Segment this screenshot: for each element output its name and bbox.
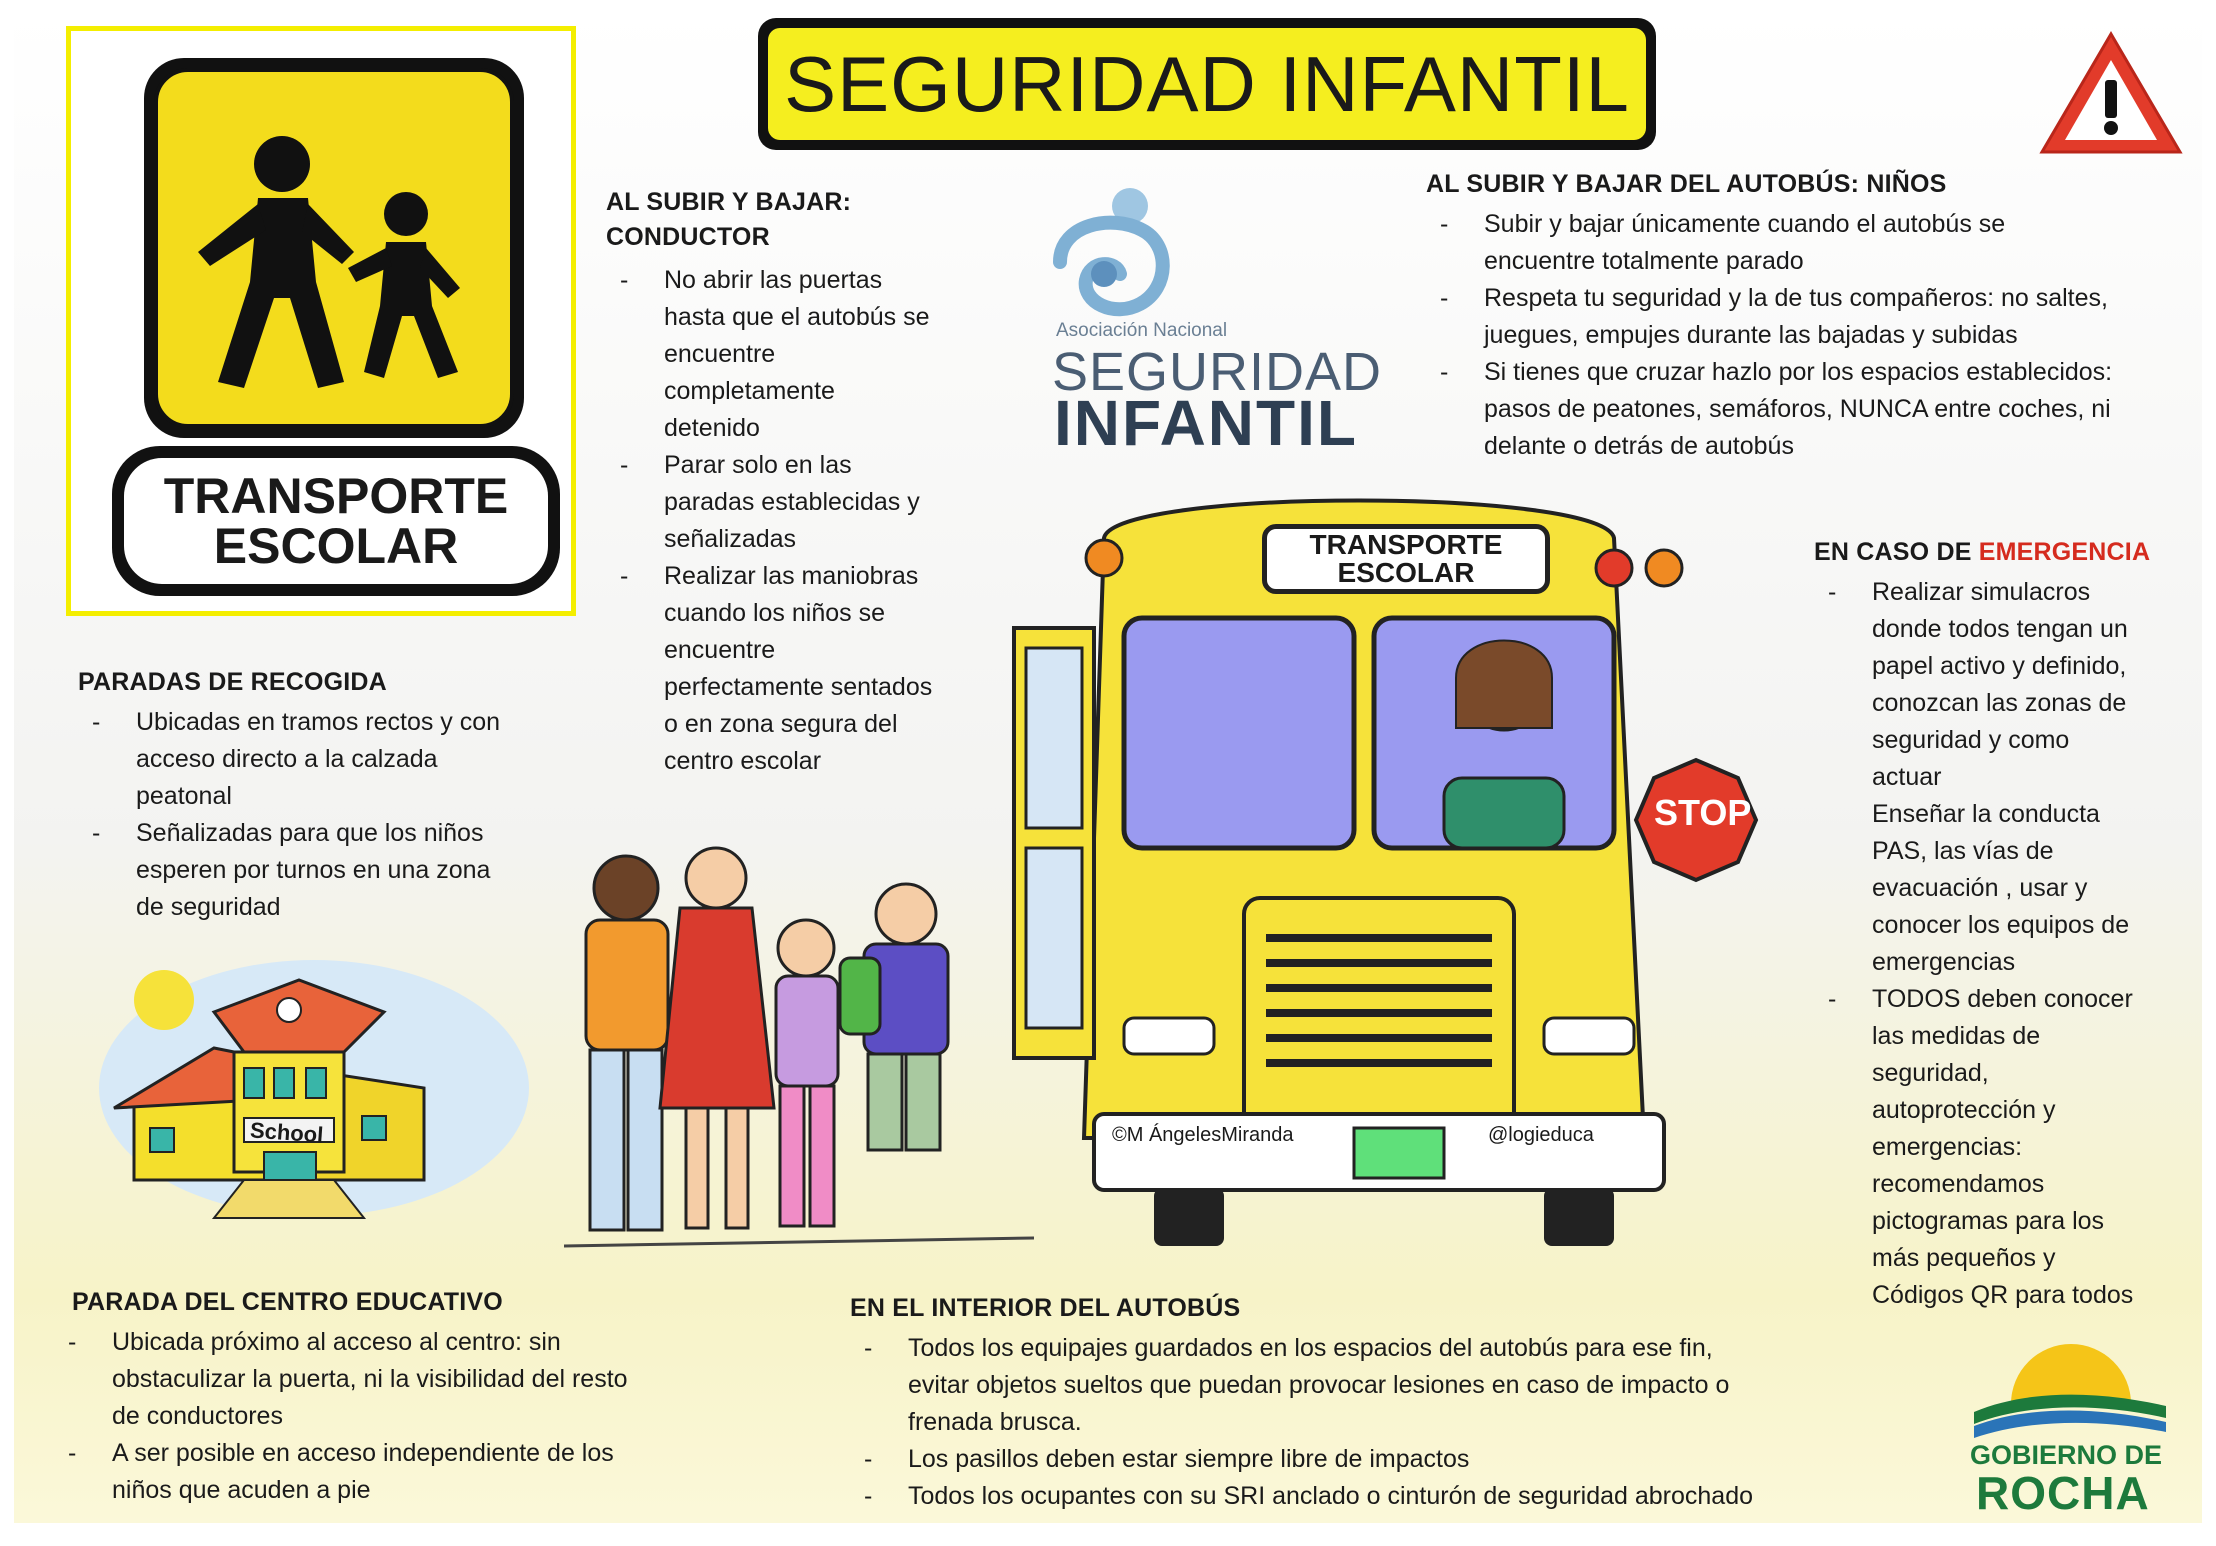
sign-line1: TRANSPORTE [163,468,509,524]
ninos-list [1426,206,2202,465]
list-item: - Parar solo en las paradas establecidas y señalizadas [606,447,1026,558]
centro-list [54,1324,754,1509]
bus-plate-left: ©M ÁngelesMiranda [1112,1124,1294,1146]
poster [14,8,2202,1523]
recogida-heading: PARADAS DE RECOGIDA [78,668,387,696]
list-item: - Realizar simulacros donde todos tengan un papel activo y definido, conozcan las zonas de seguridad y como actuar [1814,574,2202,796]
conductor-heading-line1: AL SUBIR Y BAJAR: [606,188,852,216]
list-item: - No abrir las puertas hasta que el autobús se encuentre completamente detenido [606,262,1026,447]
list-item: - Ubicadas en tramos rectos y con acceso directo a la calzada peatonal [78,704,618,815]
bus-sign [1262,524,1550,594]
list-item: - Si tienes que cruzar hazlo por los espacios establecidos: pasos de peatones, semáforos, NUNCA entre coches, ni delante o detrás de autobús [1426,354,2202,465]
recogida-list [78,704,618,926]
sign-line2: ESCOLAR [213,518,459,574]
list-item: - Subir y bajar únicamente cuando el autobús se encuentre totalmente parado [1426,206,2202,280]
interior-heading: EN EL INTERIOR DEL AUTOBÚS [850,1294,1241,1322]
rocha-logo-line2: ROCHA [1976,1467,2150,1519]
bus-sign-line2: ESCOLAR [1337,557,1475,588]
association-line1: SEGURIDAD [1052,342,1383,402]
list-item: Enseñar la conducta PAS, las vías de evacuación , usar y conocer los equipos de emergencias [1872,800,2130,976]
association-small-text: Asociación Nacional [1056,320,1228,341]
stop-sign-text: STOP [1654,792,1752,833]
list-item: - TODOS deben conocer las medidas de seguridad, autoprotección y emergencias: recomendamos pictogramas para los más pequeños y Códigos QR para todos [1814,981,2202,1314]
conductor-heading [606,188,851,252]
emergencia-heading [1814,538,2150,567]
transport-sign [154,68,514,428]
list-item: - Todos los ocupantes con su SRI anclado o cinturón de seguridad abrochado [850,1478,1950,1515]
centro-heading: PARADA DEL CENTRO EDUCATIVO [72,1288,503,1316]
bus-sign-line1: TRANSPORTE [1309,529,1503,560]
school-building-illustration [94,948,544,1228]
rocha-logo-line1: GOBIERNO DE [1970,1440,2163,1470]
list-item: - Señalizadas para que los niños esperen por turnos en una zona de seguridad [78,815,618,926]
children-illustration [564,808,1034,1258]
transport-sign-label [124,458,548,584]
conductor-list [606,262,1026,780]
warning-icon [2036,26,2186,158]
children-walking-icon [158,72,510,424]
bus-plate-right: @logieduca [1488,1124,1594,1146]
list-item: - A ser posible en acceso independiente de los niños que acuden a pie [54,1435,754,1509]
list-item: - Todos los equipajes guardados en los espacios del autobús para ese fin, evitar objetos sueltos que puedan provocar lesiones en caso de impacto o frenada brusca. [850,1330,1950,1441]
rocha-logo-icon [1966,1334,2176,1444]
conductor-heading-line2: CONDUCTOR [606,223,770,251]
list-item: - Realizar las maniobras cuando los niños se encuentre perfectamente sentados o en zona segura del centro escolar [606,558,1026,780]
emergencia-heading-prefix: EN CASO DE [1814,538,1979,566]
list-item: - Ubicada próximo al acceso al centro: sin obstaculizar la puerta, ni la visibilidad del resto de conductores [54,1324,754,1435]
list-item: - Respeta tu seguridad y la de tus compañeros: no saltes, juegues, empujes durante las bajadas y subidas [1426,280,2202,354]
association-logo-icon [1042,184,1192,324]
association-line2: INFANTIL [1054,387,1358,459]
emergencia-heading-highlight: EMERGENCIA [1978,538,2151,566]
interior-list [850,1330,1950,1515]
emergencia-list [1814,574,2202,1314]
school-label: School [249,1117,325,1148]
list-item: - Los pasillos deben estar siempre libre de impactos [850,1441,1950,1478]
page-title: SEGURIDAD INFANTIL [768,28,1646,140]
ninos-heading: AL SUBIR Y BAJAR DEL AUTOBÚS: NIÑOS [1426,170,1947,198]
